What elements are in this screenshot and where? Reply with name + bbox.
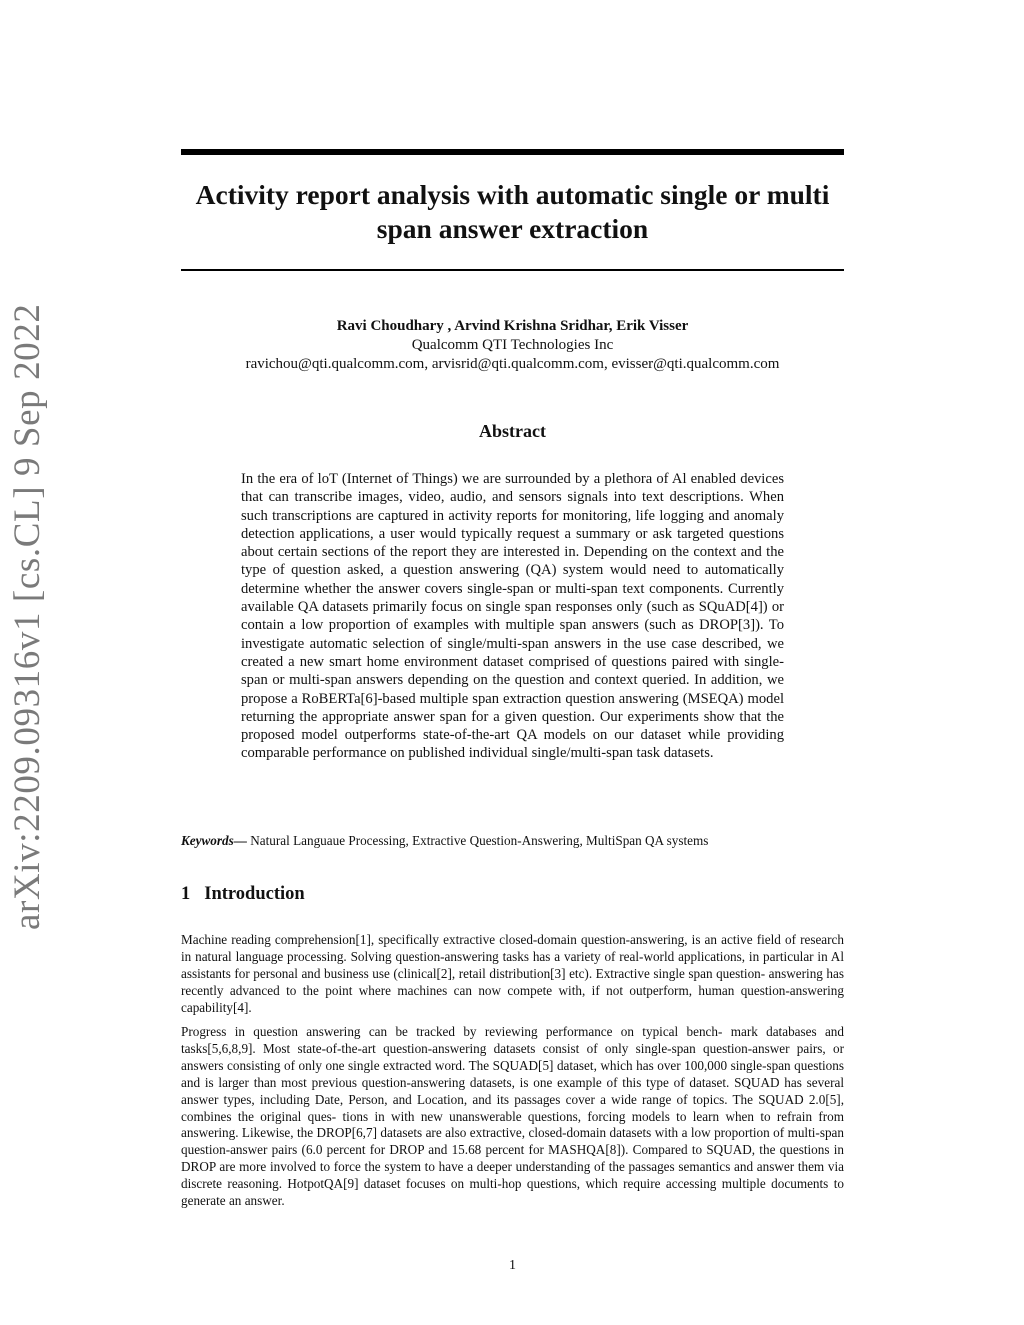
author-block bbox=[181, 317, 844, 374]
abstract-heading: Abstract bbox=[479, 421, 546, 441]
author-emails: ravichou@qti.qualcomm.com, arvisrid@qti.qualcomm.com, evisser@qti.qualcomm.com bbox=[245, 356, 780, 372]
title-top-rule bbox=[181, 149, 844, 155]
keywords-text: Natural Languaue Processing, Extractive Question-Answering, MultiSpan QA systems bbox=[250, 833, 709, 848]
author-affiliation: Qualcomm QTI Technologies Inc bbox=[411, 337, 614, 353]
section-heading-introduction bbox=[181, 884, 305, 905]
intro-paragraph-2: Progress in question answering can be tracked by reviewing performance on typical bench- mark databases and tasks[5,6,8,9]. Most state-of-the-art question-answering datasets consist of only single-span question-answer pairs, or answers consisting of only one single extracted word. The SQUAD[5] dataset, which has over 100,000 single-span questions and is larger than most previous question-answering datasets, is one example of this type of dataset. SQUAD has several answer types, including Date, Person, and Location, and its passages cover a wide range of topics. The SQUAD 2.0[5], combines the original ques- tions in with new unanswerable questions, forcing models to learn when to refrain from answering. Likewise, the DROP[6,7] datasets are also extractive, closed-domain datasets with a low proportion of multi-span question-answer pairs (6.0 percent for DROP and 15.68 percent for MASHQA[8]). Compared to SQUAD, the questions in DROP are more involved to force the system to have a deeper understanding of the passages semantics and answer them via discrete reasoning. HotpotQA[9] dataset focuses on multi-hop questions, which require accessing multiple documents to generate an answer. bbox=[181, 1024, 844, 1209]
section-number: 1 bbox=[181, 884, 191, 904]
title-bottom-rule bbox=[181, 269, 844, 271]
section-title: Introduction bbox=[204, 884, 305, 904]
paper-title: Activity report analysis with automatic single or multi span answer extraction bbox=[195, 179, 830, 244]
arxiv-identifier-stamp: arXiv:2209.09316v1 [cs.CL] 9 Sep 2022 bbox=[7, 303, 48, 930]
page-number: 1 bbox=[509, 1258, 516, 1273]
intro-paragraph-1: Machine reading comprehension[1], specifically extractive closed-domain question-answering, is an active field of research in natural language processing. Solving question-answering tasks has a variety of real-world applications, in particular in Al assistants for personal and business use (clinical[2], retail distribution[3] etc). Extractive single span question- answering has recently advanced to the point where machines can now compete with, if not outperform, human question-answering capability[4]. bbox=[181, 932, 844, 1015]
keywords-label: Keywords— bbox=[181, 833, 247, 848]
author-names: Ravi Choudhary , Arvind Krishna Sridhar, Erik Visser bbox=[336, 318, 689, 334]
keywords-line bbox=[181, 832, 844, 849]
abstract-text: In the era of loT (Internet of Things) we are surrounded by a plethora of Al enabled devices that can transcribe images, video, audio, and sensors signals into text descriptions. When such transcriptions are captured in activity reports for monitoring, life logging and anomaly detection applications, a user would typically request a summary or ask targeted questions about certain sections of the report they are interested in. Depending on the context and the type of question asked, a question answering (QA) system would need to automatically determine whether the answer covers single-span or multi-span text components. Currently available QA datasets primarily focus on single span responses only (such as SQuAD[4]) or contain a low proportion of examples with multiple span answers (such as DROP[3]). To investigate automatic selection of single/multi-span answers in the use case described, we created a new smart home environment dataset comprised of questions paired with single-span or multi-span answers depending on the question and context queried. In addition, we propose a RoBERTa[6]-based multiple span extraction question answering (MSEQA) model returning the appropriate answer span for a given question. Our experiments show that the proposed model outperforms state-of-the-art QA models on our dataset while providing comparable performance on published individual single/multi-span task datasets. bbox=[241, 471, 784, 762]
